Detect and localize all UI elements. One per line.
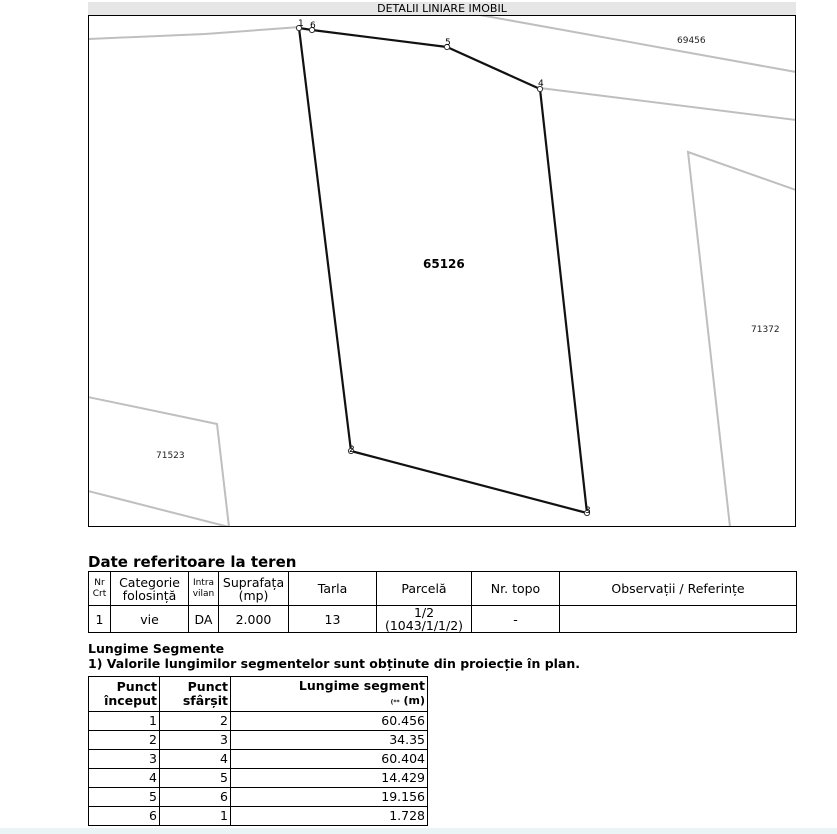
segment-end: 4 bbox=[160, 750, 231, 769]
segment-end: 2 bbox=[160, 712, 231, 731]
segment-length: 34.35 bbox=[231, 731, 428, 750]
cadastral-plan bbox=[88, 15, 796, 527]
segment-length: 60.456 bbox=[231, 712, 428, 731]
header-lungime: Lungime segment (** (m) bbox=[231, 677, 428, 712]
segmente-title: Lungime Segmente bbox=[88, 641, 225, 656]
cell-observatii bbox=[560, 606, 797, 633]
segment-start: 1 bbox=[89, 712, 160, 731]
header-nr-topo: Nr. topo bbox=[472, 572, 560, 606]
segment-row bbox=[89, 769, 428, 788]
teren-table bbox=[88, 571, 797, 633]
cell-categorie: vie bbox=[111, 606, 189, 633]
teren-header-row bbox=[89, 572, 797, 606]
plan-header: DETALII LINIARE IMOBIL bbox=[88, 2, 796, 15]
segment-length: 14.429 bbox=[231, 769, 428, 788]
neighbor-boundary-top bbox=[88, 27, 300, 39]
header-punct-inceput: Punct început bbox=[89, 677, 160, 712]
neighbor-boundary-71523 bbox=[88, 397, 229, 527]
neighbor-boundary-69456 bbox=[480, 15, 796, 72]
neighbor-boundary-69456-lower bbox=[540, 88, 796, 120]
neighbor-boundary-71372 bbox=[688, 152, 796, 527]
neighbor-label-69456: 69456 bbox=[677, 36, 706, 46]
segment-end: 5 bbox=[160, 769, 231, 788]
vertex-label-4: 4 bbox=[538, 79, 544, 89]
cell-nr-crt: 1 bbox=[89, 606, 111, 633]
cell-intravilan: DA bbox=[189, 606, 219, 633]
segment-length: 1.728 bbox=[231, 807, 428, 826]
cell-nr-topo: - bbox=[472, 606, 560, 633]
header-punct-sfarsit: Punct sfârșit bbox=[160, 677, 231, 712]
segment-row bbox=[89, 731, 428, 750]
segment-start: 4 bbox=[89, 769, 160, 788]
segment-start: 6 bbox=[89, 807, 160, 826]
segment-end: 1 bbox=[160, 807, 231, 826]
vertex-label-1: 1 bbox=[298, 19, 304, 29]
neighbor-label-71523: 71523 bbox=[156, 451, 185, 461]
segment-start: 2 bbox=[89, 731, 160, 750]
segment-end: 3 bbox=[160, 731, 231, 750]
cell-suprafata: 2.000 bbox=[219, 606, 289, 633]
header-categorie: Categorie folosință bbox=[111, 572, 189, 606]
header-parcela: Parcelă bbox=[377, 572, 472, 606]
page-bottom-strip bbox=[0, 828, 837, 834]
segment-end: 6 bbox=[160, 788, 231, 807]
cell-parcela: 1/2 (1043/1/1/2) bbox=[377, 606, 472, 633]
header-nr-crt: Nr Crt bbox=[89, 572, 111, 606]
segment-start: 5 bbox=[89, 788, 160, 807]
teren-section-title: Date referitoare la teren bbox=[88, 553, 297, 571]
header-suprafata: Suprafața (mp) bbox=[219, 572, 289, 606]
vertex-label-3: 3 bbox=[585, 506, 591, 516]
header-tarla: Tarla bbox=[289, 572, 377, 606]
parcel-label: 65126 bbox=[423, 257, 465, 271]
cell-tarla: 13 bbox=[289, 606, 377, 633]
segment-row bbox=[89, 750, 428, 769]
segmente-table bbox=[88, 676, 428, 826]
vertex-label-6: 6 bbox=[310, 21, 316, 31]
header-intravilan: Intra vilan bbox=[189, 572, 219, 606]
neighbor-boundary-71523-lower bbox=[88, 491, 229, 527]
header-observatii: Observații / Referințe bbox=[560, 572, 797, 606]
segmente-section bbox=[88, 641, 580, 671]
teren-row bbox=[89, 606, 797, 633]
segment-row bbox=[89, 788, 428, 807]
segmente-header-row bbox=[89, 677, 428, 712]
segment-start: 3 bbox=[89, 750, 160, 769]
segmente-note: 1) Valorile lungimilor segmentelor sunt obținute din proiecție în plan. bbox=[88, 656, 581, 671]
segment-length: 19.156 bbox=[231, 788, 428, 807]
segment-row bbox=[89, 712, 428, 731]
plan-drawing bbox=[88, 15, 796, 527]
vertex-label-2: 2 bbox=[349, 445, 355, 455]
segment-length: 60.404 bbox=[231, 750, 428, 769]
vertex-label-5: 5 bbox=[445, 38, 451, 48]
neighbor-label-71372: 71372 bbox=[751, 325, 780, 335]
segment-row bbox=[89, 807, 428, 826]
